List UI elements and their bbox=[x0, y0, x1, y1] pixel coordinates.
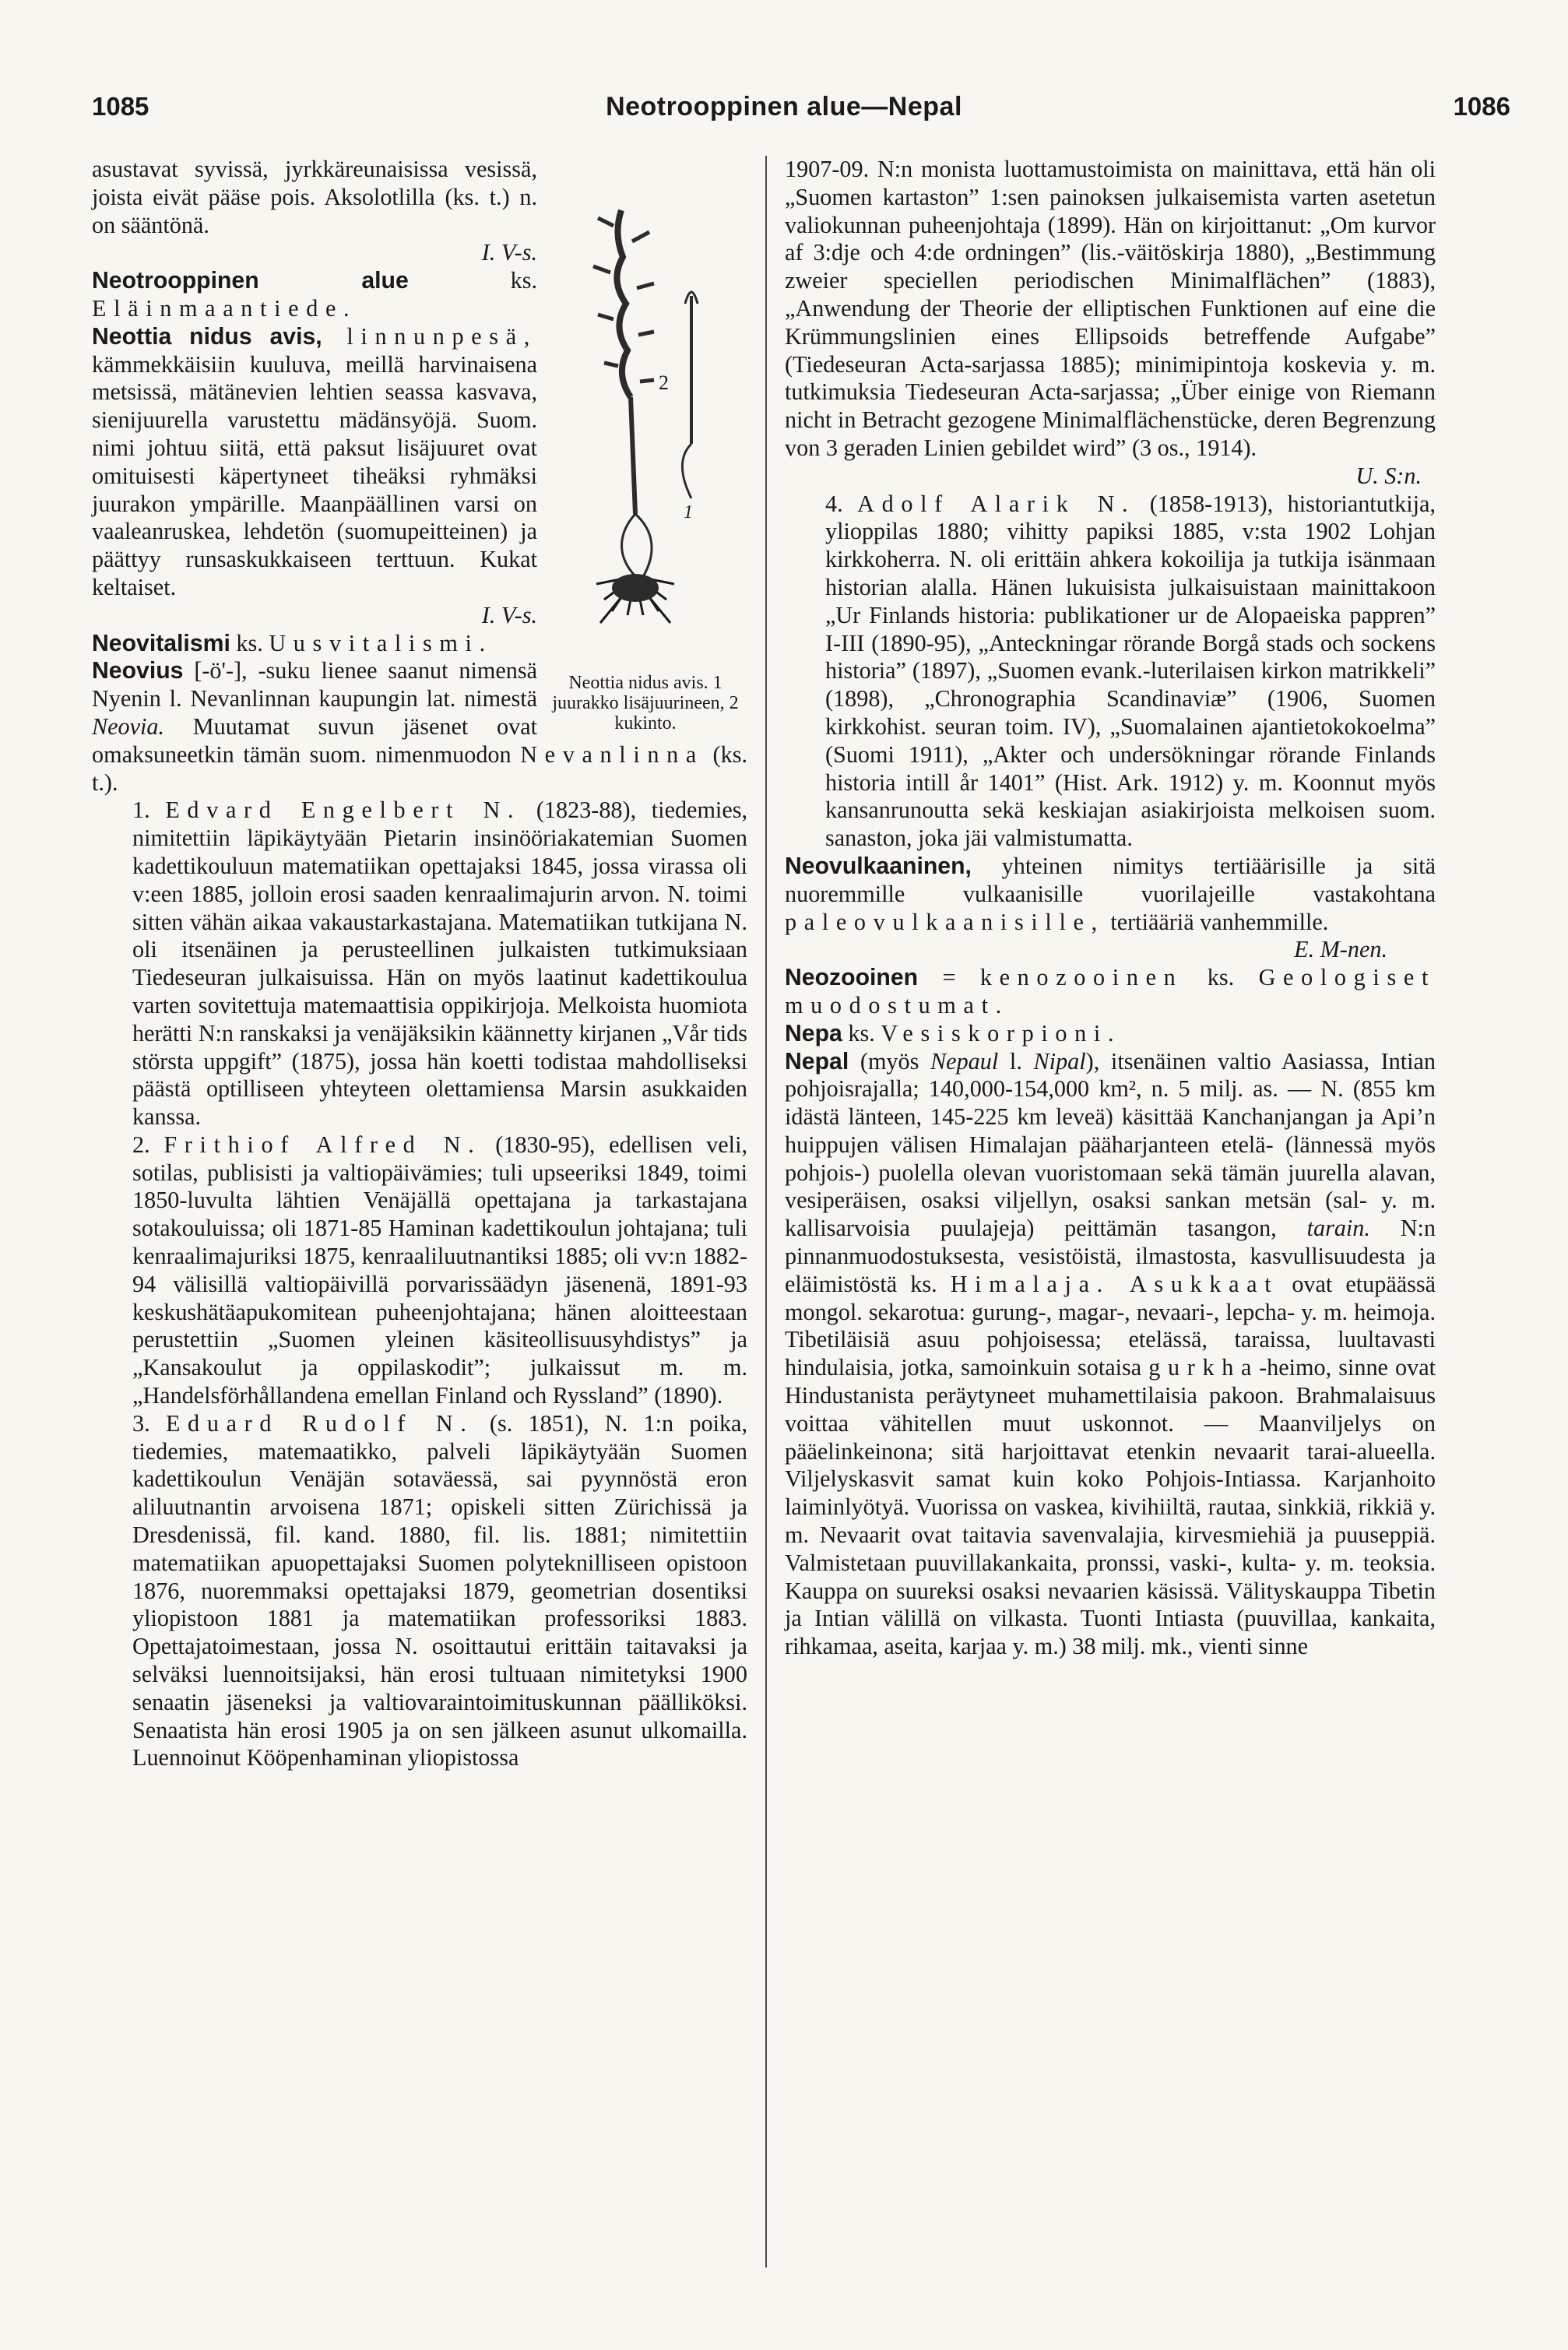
entry-neovulkaaninen bbox=[785, 853, 1436, 936]
item-number: 4. bbox=[825, 490, 858, 517]
column-divider bbox=[765, 156, 767, 2267]
italic-text: Nipal bbox=[1033, 1047, 1086, 1075]
entry-text: tertiääriä vanhemmille. bbox=[1104, 908, 1329, 935]
entry-text: N:n pinnanmuodostuksesta, vesistöistä, ilmastosta, kasvullisuudesta ja eläimistöstä ks. bbox=[785, 1215, 1436, 1297]
cross-reference: Vesiskorpioni. bbox=[881, 1019, 1122, 1047]
figure-caption: Neottia nidus avis. 1 juurakko lisäjuurineen, 2 kukinto. bbox=[552, 673, 739, 733]
page-number-right: 1086 bbox=[1453, 92, 1510, 121]
item-number: 3. bbox=[132, 1409, 166, 1437]
person-name: Frithiof Alfred N. bbox=[163, 1131, 482, 1158]
entry-text: (myös bbox=[849, 1047, 931, 1075]
headword: Neovulkaaninen, bbox=[785, 853, 972, 879]
headword: Neovitalismi bbox=[92, 630, 230, 656]
entry-text: ), itsenäinen valtio Aasiassa, Intian pohjoisrajalla; 140,000-154,000 km², n. 5 milj. as. — N. (855 km idästä länteen, 145-225 km leveä) käsittää Kanchanjangan ja Api’n huippujen välisen Himalajan pääharjanteen etelä- (lännessä myös pohjois-) puolella olevan vuoristomaan sekä tämän juurella alavan, vesiperäisen, osaksi viljellyn, osaksi sankan metsän (sal- y. m. kallisarvoisia puulajeja) peittämän tasangon, bbox=[785, 1047, 1436, 1242]
entry-adolf bbox=[785, 491, 1436, 853]
running-title: Neotrooppinen alue—Nepal bbox=[606, 92, 962, 121]
entry-text: -heimo, sinne ovat Hindustanista peräytyneet muhamettilaisia pakoon. Brahmalaisuus voittaa vähitellen muut uskonnot. — Maanviljelys on pääelinkeinona; sitä harjoittavat etenkin nevaarit tarai-alueella. Viljelyskasvit samat kuin koko Pohjois-Intiassa. Karjanhoito laiminlyötyä. Vuorissa on vaskea, kivihiiltä, rautaa, sinkkiä, rikkiä y. m. Nevaarit ovat taitavia savenvalajia, kirvesmiehiä ja puuseppiä. Valmistetaan puuvillakankaita, pronssi, vaski-, kulta- y. m. teoksia. Kauppa on suureksi osaksi nevaarien käsissä. Välityskauppa Tibetin ja Intian välillä on vilkasta. Tuonti Intiasta (puuvillaa, kankaita, rihkamaa, aseita, karjaa y. m.) 38 milj. mk., vienti sinne bbox=[785, 1354, 1436, 1660]
neottia-illustration bbox=[567, 187, 738, 670]
entry-text: (1858-1913), historiantutkija, ylioppilas 1880; vihitty papiksi 1885, v:sta 1902 Lohjan kirkkoherra. N. oli erittäin ahkera kokoilija ja tutkija isänmaan historian alalla. Hänen lukuisista julkaisuistaan mainittakoon „Ur Finlands historia: publikationer ur de Alopaeiska pappren” I-III (1890-95), „Anteckningar rörande Borgå stads och sockens historia” (1897), „Suomen evank.-luterilaisen kirkon matrikkeli” (1898), „Chronographia Scandinaviæ” (1906, Suomen kirkkohist. seuran toim. IV), „Suomalainen ajantietokokoelma” (Suomi 1911), „Akter och undersökningar rörande Finlands historia intill år 1401” (Hist. Ark. 1912) y. m. Koonnut myös kansanrunoutta sekä keskiajan asiakirjoista melkoisen suom. sanaston, joka jäi valmistumatta. bbox=[825, 490, 1436, 852]
italic-text: Nepaul bbox=[930, 1047, 999, 1075]
entry-neozooinen bbox=[785, 964, 1436, 1020]
person-name: Adolf Alarik N. bbox=[857, 490, 1136, 517]
headword: Neozooinen bbox=[785, 965, 919, 991]
headword: Nepa bbox=[785, 1020, 842, 1047]
entry-nepal bbox=[785, 1048, 1436, 1662]
spaced-text: gurkha bbox=[1148, 1354, 1260, 1381]
entry-text: (1823-88), tiedemies, nimitettiin läpikäytyään Pietarin insinööriakatemian Suomen kadettikouluun matematiikan opettajaksi 1845, jossa virassa oli v:een 1885, jolloin erosi saaden kenraalimajurin arvon. N. toimi sitten vähän aikaa vakaustarkastajana. Matematiikan tutkijana N. oli itsenäinen ja perusteellinen julkaisten tutkimuksiaan Tiedeseuran julkaisuissa. Hän on myös laatinut kadettikoulua varten sovitettuja matemaattisia oppikirjoja. Melkoista huomiota herätti N:n ranskaksi ja venäjäksikin käännetty kirjanen „Vår tids största uppgift” (1875), jossa hän koetti todistaa mahdolliseksi päästä optilliseen yhteyteen olettamiensa Marsin asukkaiden kanssa. bbox=[132, 797, 748, 1131]
item-number: 1. bbox=[132, 797, 166, 824]
entry-frithiof bbox=[92, 1131, 747, 1410]
entry-text: (1830-95), edellisen veli, sotilas, publisisti ja valtiopäivämies; tuli upseeriksi 1849, toimi 1850-luvulta lähtien Venäjällä opettajana ja tarkastajana sotakouluissa; oli 1871-85 Haminan kadettikoulun johtajana; tuli kenraalimajuriksi 1875, kenraaliluutnantiksi 1885; oli vv:n 1882-94 välisillä valtiopäivillä porvarissäädyn jäsenenä, 1891-93 keskushätäapukomitean puheenjohtajana; hänen aloitteestaan perustettiin „Suomen yleinen käsiteollisuusyhdistys” ja „Kansakoulut ja oppilaskodit”; julkaissut m. m. „Handelsförhållandena emellan Finland och Ryssland” (1890). bbox=[132, 1131, 747, 1409]
text: ks. bbox=[408, 267, 537, 294]
text: ks. bbox=[1183, 964, 1259, 991]
signature: I. V-s. bbox=[481, 601, 537, 628]
entry-text: (ks. t.). bbox=[92, 741, 747, 796]
italic-text: tarain. bbox=[1306, 1215, 1370, 1242]
italic-text: Neovia. bbox=[92, 712, 165, 740]
cross-reference: Eläinmaantiede. bbox=[92, 294, 357, 322]
left-column bbox=[92, 156, 747, 1772]
entry-nepa bbox=[785, 1020, 1436, 1048]
entry-text: l. bbox=[998, 1047, 1034, 1075]
entry-text: ovat etupäässä mongol. sekarotua: gurung-, magar-, nevaari-, lepcha- y. m. heimoja. Tibetiläisiä asuu pohjoisessa; etelässä, taraissa, luultavasti hindulaisia, jotka, samoinkuin sotaisa bbox=[785, 1270, 1436, 1381]
spaced-text: Nevanlinna bbox=[520, 741, 704, 768]
headword: Neottia nidus avis, bbox=[92, 323, 322, 350]
cross-reference: Uusvitalismi. bbox=[269, 629, 493, 656]
text: ks. bbox=[230, 629, 269, 656]
figure-label-2: 2 bbox=[659, 371, 669, 394]
headword: Neovius bbox=[92, 658, 184, 684]
spaced-text: paleovulkaanisille, bbox=[785, 908, 1105, 935]
figure-label-1: 1 bbox=[684, 502, 693, 522]
item-number: 2. bbox=[132, 1131, 164, 1158]
signature: E. M-nen. bbox=[1294, 936, 1387, 963]
headword: Neotrooppinen alue bbox=[92, 268, 409, 294]
text: = bbox=[918, 964, 980, 991]
entry-text: (s. 1851), N. 1:n poika, tiedemies, matemaatikko, palveli läpikäytyään Suomen kadettikoulun Venäjän sotaväessä, sai pyynnöstä eron aliluutnantin arvoisena 1871; opiskeli sitten Zürichissä ja Dresdenissä, fil. kand. 1880, fil. lis. 1881; nimitettiin matematiikan apuopettajaksi Suomen polyteknilliseen opistoon 1876, nuoremmaksi opettajaksi 1879, geometrian dosentiksi yliopistoon 1881 ja matematiikan professoriksi 1883. Opettajatoimestaan, jossa N. osoittautui erittäin taitavaksi ja selväksi luennoitsijaksi, hän erosi tultuaan nimitetyksi 1900 senaatin jäseneksi ja valtiovaraintoimituskunnan päälliköksi. Senaatista hän erosi 1905 ja on sen jälkeen asunut ulkomailla. Luennoinut Kööpenhaminan yliopistossa bbox=[132, 1409, 747, 1771]
headword: Nepal bbox=[785, 1048, 849, 1075]
spaced-text: kenozooinen bbox=[979, 964, 1183, 991]
spaced-text: linnunpesä, bbox=[322, 322, 537, 350]
entry-text: kämmekkäisiin kuuluva, meillä harvinaisena metsissä, mätänevien lehtien seassa kasvava, sienijuurella varustettu mädänsyöjä. Suom. nimi johtuu siitä, että paksut lisäjuuret ovat omituisesti käpertyneet tiheäksi ryhmäksi juurakon ympärille. Maanpäällinen varsi on vaaleanruskea, lehdetön (suomupeitteinen) ja päättyy runsaskukkaiseen terttuun. Kukat keltaiset. bbox=[92, 350, 537, 600]
person-name: Edvard Engelbert N. bbox=[165, 797, 522, 824]
page-number-left: 1085 bbox=[92, 92, 149, 121]
signature: U. S:n. bbox=[1355, 462, 1422, 489]
person-name: Eduard Rudolf N. bbox=[165, 1409, 474, 1437]
entry-edvard bbox=[92, 797, 747, 1131]
cross-reference: Geologiset muodostumat. bbox=[785, 964, 1436, 1018]
signature: I. V-s. bbox=[481, 239, 537, 266]
entry-text: yhteinen nimitys tertiäärisille ja sitä nuoremmille vulkaanisille vuorilajeille vastakohtana bbox=[785, 852, 1436, 907]
entry-text: [-ö'-], -suku lienee saanut nimensä Nyenin l. Nevanlinnan kaupungin lat. nimestä bbox=[92, 657, 537, 712]
page-header bbox=[0, 92, 1568, 139]
entry-continued: 1907-09. N:n monista luottamustoimista on mainittava, että hän oli „Suomen kartaston” 1:sen painoksen julkaisemista varten asetetun valiokunnan puheenjohtaja (1899). Hän on kirjoittanut: „Om kurvor af 3:dje och 4:de ordningen” (lis.-väitöskirja 1880), „Bestimmung zweier speciellen periodischen Minimalflächen” (1883), „Anwendung der Theorie der elliptischen Funktionen auf eine die Krümmungslinien eines Ellipsoids betreffende Aufgabe” (Tiedeseuran Acta-sarjassa 1885); minimipintoja koskevia y. m. tutkimuksia Tiedeseuran Acta-sarjassa; „Über einige von Riemann nicht in Betracht gezogene Minimalflächenstücke, deren Begrenzung von 3 geraden Linien gebildet wird” (3 os., 1914). bbox=[785, 156, 1436, 461]
entry-text: Muutamat suvun jäsenet ovat omaksuneetkin tämän suom. nimenmuodon bbox=[92, 712, 537, 768]
spaced-text: Asukkaat bbox=[1109, 1270, 1279, 1297]
text: ks. bbox=[842, 1019, 881, 1047]
neottia-figure bbox=[543, 187, 747, 733]
right-column bbox=[785, 156, 1436, 1661]
entry-continued: asustavat syvissä, jyrkkäreunaisissa vesissä, joista eivät pääse pois. Aksolotlilla (ks. t.) n. on sääntönä. bbox=[92, 156, 537, 238]
cross-reference: Himalaja. bbox=[950, 1270, 1110, 1297]
entry-eduard bbox=[92, 1410, 747, 1772]
